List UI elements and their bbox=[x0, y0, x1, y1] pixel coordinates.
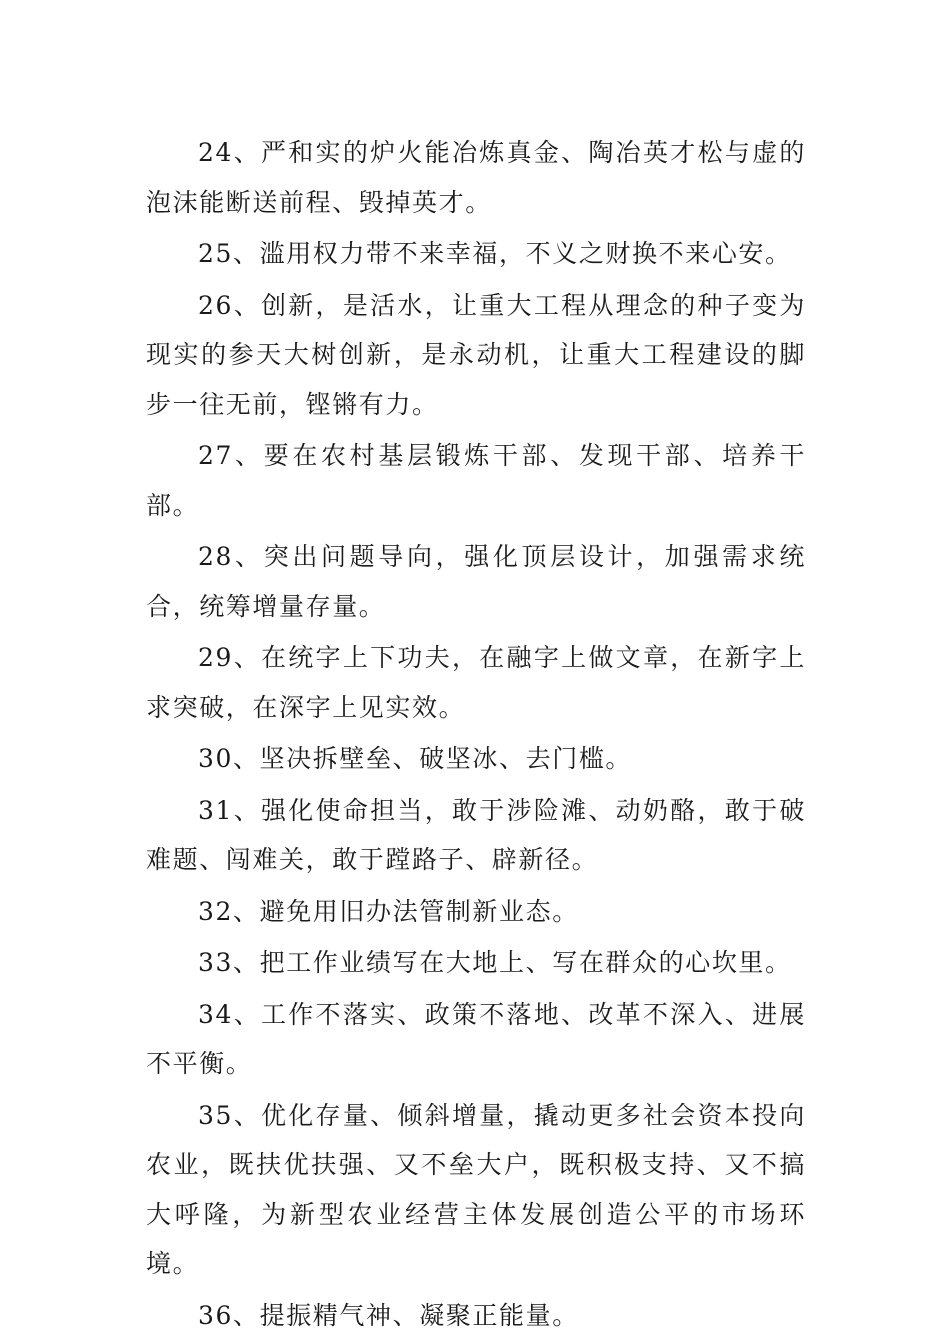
paragraph-29: 29、在统字上下功夫，在融字上做文章，在新字上求突破，在深字上见实效。 bbox=[146, 643, 806, 722]
paragraph-26: 26、创新，是活水，让重大工程从理念的种子变为现实的参天大树创新，是永动机，让重大工程建设的脚步一往无前，铿锵有力。 bbox=[146, 290, 806, 419]
paragraph-33: 33、把工作业绩写在大地上、写在群众的心坎里。 bbox=[198, 948, 792, 977]
paragraph-24: 24、严和实的炉火能冶炼真金、陶冶英才松与虚的泡沫能断送前程、毁掉英才。 bbox=[146, 138, 806, 217]
paragraph-27: 27、要在农村基层锻炼干部、发现干部、培养干部。 bbox=[146, 441, 806, 520]
paragraph-25: 25、滥用权力带不来幸福，不义之财换不来心安。 bbox=[198, 239, 792, 268]
paragraph-35: 35、优化存量、倾斜增量，撬动更多社会资本投向农业，既扶优扶强、又不垒大户，既积极支持、又不搞大呼隆，为新型农业经营主体发展创造公平的市场环境。 bbox=[146, 1100, 806, 1278]
paragraph-32: 32、避免用旧办法管制新业态。 bbox=[198, 896, 579, 926]
paragraph-31: 31、强化使命担当，敢于涉险滩、动奶酪，敢于破难题、闯难关，敢于蹚路子、辟新径。 bbox=[146, 795, 806, 874]
paragraph-34: 34、工作不落实、政策不落地、改革不深入、进展不平衡。 bbox=[146, 999, 806, 1078]
paragraph-30: 30、坚决拆壁垒、破坚冰、去门槛。 bbox=[198, 744, 633, 773]
paragraph-36: 36、提振精气神、凝聚正能量。 bbox=[198, 1300, 579, 1330]
paragraph-28: 28、突出问题导向，强化顶层设计，加强需求统合，统筹增量存量。 bbox=[146, 542, 806, 621]
document-body bbox=[146, 128, 806, 1342]
